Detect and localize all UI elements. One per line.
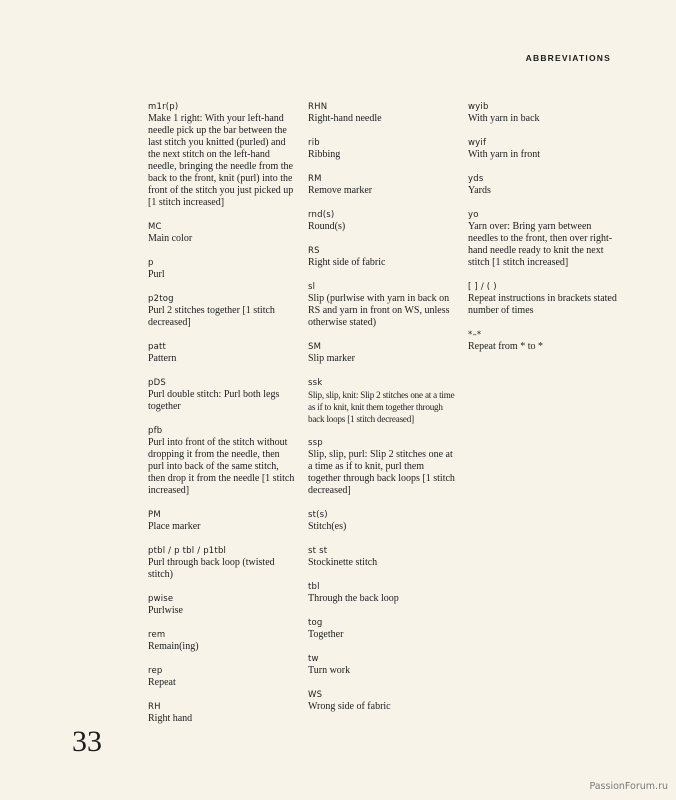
abbreviation-entry — [148, 293, 298, 329]
abbreviation-term: rib — [308, 138, 320, 148]
abbreviation-definition: Repeat — [148, 677, 176, 688]
abbreviation-definition: Slip, slip, knit: Slip 2 stitches one at a time as if to knit, knit them together through back loops [1 stitch decreased] — [308, 390, 455, 424]
abbreviation-definition: Purl 2 stitches together [1 stitch decreased] — [148, 305, 275, 328]
abbreviation-entry — [308, 437, 458, 497]
abbreviation-definition: Wrong side of fabric — [308, 701, 391, 712]
watermark: PassionForum.ru — [589, 781, 668, 792]
abbreviation-term: MC — [148, 222, 162, 232]
abbreviation-term: p — [148, 258, 154, 268]
abbreviation-entry — [148, 593, 298, 617]
abbreviation-term: st(s) — [308, 510, 328, 520]
abbreviation-term: p2tog — [148, 294, 174, 304]
abbreviation-entry — [468, 173, 618, 197]
abbreviation-term: ssp — [308, 438, 323, 448]
abbreviation-definition: Purl through back loop (twisted stitch) — [148, 557, 275, 580]
abbreviation-entry — [148, 629, 298, 653]
abbreviation-entry — [308, 173, 458, 197]
abbreviation-entry — [308, 245, 458, 269]
abbreviation-entry — [148, 101, 298, 209]
abbreviation-term: RH — [148, 702, 161, 712]
abbreviations-column-2 — [308, 101, 458, 725]
abbreviation-definition: Yarn over: Bring yarn between needles to the front, then over right-hand needle ready to knit the next stitch [1 stitch increased] — [468, 221, 613, 268]
abbreviation-term: rep — [148, 666, 163, 676]
abbreviation-term: ssk — [308, 378, 323, 388]
abbreviation-definition: Remain(ing) — [148, 641, 199, 652]
abbreviation-entry — [308, 545, 458, 569]
abbreviation-definition: Right side of fabric — [308, 257, 386, 268]
abbreviation-entry — [148, 701, 298, 725]
abbreviation-term: rnd(s) — [308, 210, 335, 220]
abbreviation-entry — [308, 209, 458, 233]
abbreviation-term: [ ] / ( ) — [468, 282, 497, 292]
abbreviation-definition: Together — [308, 629, 344, 640]
abbreviation-term: st st — [308, 546, 328, 556]
abbreviation-entry — [468, 329, 618, 353]
abbreviation-definition: Purlwise — [148, 605, 183, 616]
page-number: 33 — [72, 725, 102, 758]
abbreviation-definition: Slip marker — [308, 353, 355, 364]
abbreviation-entry — [308, 617, 458, 641]
abbreviation-term: pfb — [148, 426, 163, 436]
abbreviations-column-1 — [148, 101, 298, 737]
abbreviation-definition: Pattern — [148, 353, 177, 364]
abbreviation-definition: Repeat instructions in brackets stated number of times — [468, 293, 617, 316]
abbreviations-column-3 — [468, 101, 618, 365]
abbreviation-definition: Purl — [148, 269, 165, 280]
abbreviation-term: tbl — [308, 582, 320, 592]
abbreviation-entry — [148, 377, 298, 413]
abbreviation-term: RM — [308, 174, 322, 184]
abbreviation-definition: Slip (purlwise with yarn in back on RS and yarn in front on WS, unless otherwise stated) — [308, 293, 450, 328]
abbreviation-definition: Turn work — [308, 665, 351, 676]
abbreviation-term: wyib — [468, 102, 489, 112]
abbreviation-term: WS — [308, 690, 323, 700]
abbreviation-definition: With yarn in back — [468, 113, 540, 124]
abbreviation-definition: Right hand — [148, 713, 193, 724]
abbreviation-definition: Make 1 right: With your left-hand needle pick up the bar between the last stitch you knitted (purled) and the next stitch on the left-hand needle, bringing the needle from the back to the front, knit (purl) into the front of the stitch you just picked up [1 stitch increased] — [148, 113, 294, 208]
abbreviation-term: m1r(p) — [148, 102, 179, 112]
abbreviation-definition: Main color — [148, 233, 193, 244]
abbreviation-definition: Purl double stitch: Purl both legs together — [148, 389, 280, 412]
abbreviation-entry — [468, 281, 618, 317]
abbreviation-entry — [148, 257, 298, 281]
abbreviation-entry — [308, 281, 458, 329]
abbreviation-definition: Stockinette stitch — [308, 557, 378, 568]
abbreviation-term: PM — [148, 510, 161, 520]
abbreviation-definition: Remove marker — [308, 185, 373, 196]
page-header: ABBREVIATIONS — [525, 53, 611, 63]
abbreviation-entry — [148, 665, 298, 689]
abbreviation-entry — [308, 509, 458, 533]
abbreviation-entry — [308, 689, 458, 713]
abbreviation-definition: Round(s) — [308, 221, 346, 232]
abbreviation-term: RS — [308, 246, 320, 256]
abbreviation-term: ptbl / p tbl / p1tbl — [148, 546, 227, 556]
abbreviation-term: sl — [308, 282, 316, 292]
abbreviation-definition: Purl into front of the stitch without dropping it from the needle, then purl into back of the same stitch, then drop it from the needle [1 stitch increased] — [148, 437, 295, 496]
abbreviation-definition: Stitch(es) — [308, 521, 347, 532]
abbreviation-entry — [308, 137, 458, 161]
abbreviation-definition: Repeat from * to * — [468, 341, 543, 352]
abbreviation-definition: Through the back loop — [308, 593, 399, 604]
abbreviation-entry — [148, 425, 298, 497]
abbreviation-term: rem — [148, 630, 166, 640]
abbreviation-entry — [148, 545, 298, 581]
abbreviation-term: pwise — [148, 594, 174, 604]
abbreviation-definition: Right-hand needle — [308, 113, 382, 124]
abbreviation-entry — [308, 653, 458, 677]
abbreviation-entry — [308, 377, 458, 425]
abbreviation-term: RHN — [308, 102, 328, 112]
abbreviation-term: pDS — [148, 378, 166, 388]
abbreviation-term: tw — [308, 654, 319, 664]
abbreviation-entry — [148, 509, 298, 533]
abbreviation-entry — [148, 341, 298, 365]
abbreviation-term: yds — [468, 174, 484, 184]
abbreviation-entry — [468, 137, 618, 161]
abbreviation-entry — [308, 341, 458, 365]
abbreviation-entry — [308, 101, 458, 125]
abbreviation-definition: With yarn in front — [468, 149, 541, 160]
abbreviation-entry — [468, 101, 618, 125]
abbreviation-definition: Slip, slip, purl: Slip 2 stitches one at a time as if to knit, purl them together through back loops [1 stitch decreased] — [308, 449, 455, 496]
abbreviation-entry — [148, 221, 298, 245]
abbreviation-entry — [468, 209, 618, 269]
abbreviation-term: yo — [468, 210, 479, 220]
abbreviation-term: tog — [308, 618, 323, 628]
abbreviation-term: *–* — [468, 330, 482, 340]
abbreviation-term: patt — [148, 342, 167, 352]
abbreviation-term: SM — [308, 342, 322, 352]
abbreviation-term: wyif — [468, 138, 487, 148]
abbreviation-entry — [308, 581, 458, 605]
abbreviation-definition: Place marker — [148, 521, 201, 532]
abbreviation-definition: Ribbing — [308, 149, 341, 160]
abbreviation-definition: Yards — [468, 185, 491, 196]
